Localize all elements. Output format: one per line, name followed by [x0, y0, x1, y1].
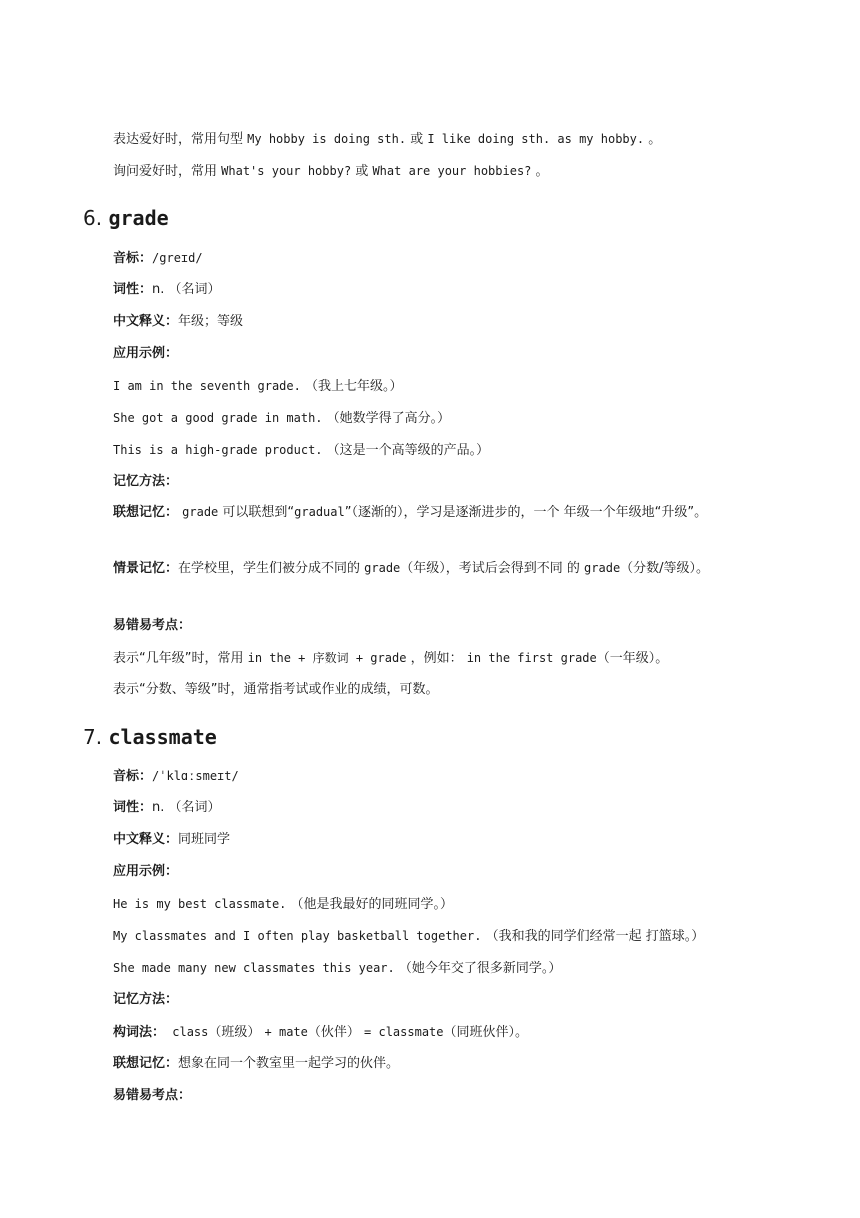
example-sentence: [113, 377, 402, 396]
text: （一年级）。: [596, 651, 669, 666]
text: 表示“分数、等级”时，通常指考试或作业的成绩，可数。: [113, 682, 439, 697]
example-en: She got a good grade in math.: [113, 411, 323, 425]
text: （班级）: [208, 1025, 265, 1040]
code-text: in the first grade: [466, 651, 597, 665]
text: 表达爱好时，常用句型: [113, 132, 248, 147]
examples-label: [113, 863, 178, 881]
example-zh: （我上七年级。）: [300, 379, 403, 394]
example-zh: （她今年交了很多新同学。）: [394, 961, 562, 976]
code-text: I like doing sth. as my hobby.: [427, 132, 645, 146]
example-en: I am in the seventh grade.: [113, 379, 301, 393]
code-text: = classmate: [364, 1025, 444, 1039]
example-sentence: [113, 959, 561, 978]
field-label: 应用示例：: [113, 864, 179, 879]
text: （年级），考试后会得到不同 的: [400, 561, 585, 576]
example-zh: （这是一个高等级的产品。）: [322, 443, 490, 458]
phonetic-row: [113, 249, 203, 268]
text: ，例如：: [406, 651, 467, 666]
error-point: [113, 681, 438, 699]
example-zh: （他是我最好的同班同学。）: [286, 897, 454, 912]
example-sentence: [113, 927, 704, 946]
example-sentence: [113, 441, 489, 460]
meaning-row: [113, 831, 230, 849]
code-text: + mate: [264, 1025, 308, 1039]
code-text: class: [165, 1025, 209, 1039]
hobby-question-line: [113, 162, 549, 181]
section-word: classmate: [108, 725, 217, 749]
code-text: What are your hobbies?: [372, 164, 532, 178]
meaning-value: 年级；等级: [178, 314, 244, 329]
section-word: grade: [108, 206, 169, 230]
example-en: This is a high-grade product.: [113, 443, 323, 457]
field-label: 中文释义：: [113, 314, 179, 329]
meaning-value: 同班同学: [178, 832, 231, 847]
code-text: in the + 序数词 + grade: [247, 651, 407, 665]
field-label: 词性：: [113, 282, 153, 297]
code-text: gradual: [294, 505, 345, 519]
error-point: [113, 649, 668, 668]
text: 在学校里，学生们被分成不同的: [178, 561, 365, 576]
pos-row: [113, 799, 221, 817]
association-memory: [113, 1055, 399, 1073]
text: 可以联想到“: [218, 505, 295, 520]
examples-label: [113, 345, 178, 363]
section-number: 7.: [83, 725, 103, 749]
phonetic-row: [113, 767, 239, 786]
text: 。: [644, 132, 662, 147]
field-label: 音标：: [113, 251, 153, 266]
code-text: grade: [584, 561, 621, 575]
example-en: He is my best classmate.: [113, 897, 287, 911]
field-label: 联想记忆：: [113, 505, 179, 520]
pos-value: n. （名词）: [152, 282, 221, 297]
example-zh: （她数学得了高分。）: [322, 411, 451, 426]
section-heading-grade: [83, 205, 169, 231]
field-label: 词性：: [113, 800, 153, 815]
association-memory: [83, 501, 793, 524]
field-label: 记忆方法：: [113, 474, 179, 489]
field-label: 情景记忆：: [113, 561, 179, 576]
example-zh: （我和我的同学们经常一起 打篮球。）: [481, 929, 705, 944]
word-formation: [113, 1023, 528, 1042]
text: 。: [531, 164, 549, 179]
field-label: 构词法：: [113, 1025, 166, 1040]
text: （伙伴）: [307, 1025, 365, 1040]
field-label: 应用示例：: [113, 346, 179, 361]
pos-row: [113, 281, 221, 299]
example-en: My classmates and I often play basketball together.: [113, 929, 482, 943]
code-text: grade: [364, 561, 401, 575]
field-label: 易错易考点：: [113, 618, 192, 633]
errors-label: [113, 1087, 191, 1105]
text: （分数/等级）。: [620, 561, 710, 576]
text: 表示“几年级”时，常用: [113, 651, 248, 666]
section-number: 6.: [83, 206, 103, 230]
text: （同班伙伴）。: [443, 1025, 529, 1040]
text: 想象在同一个教室里一起学习的伙伴。: [178, 1056, 400, 1071]
memory-label: [113, 991, 178, 1009]
code-text: My hobby is doing sth.: [247, 132, 407, 146]
field-label: 联想记忆：: [113, 1056, 179, 1071]
meaning-row: [113, 313, 243, 331]
errors-label: [113, 617, 191, 635]
text: 或: [406, 132, 428, 147]
example-sentence: [113, 409, 450, 428]
phonetic-value: /ˈklɑːsmeɪt/: [152, 769, 239, 783]
phonetic-value: /greɪd/: [152, 251, 203, 265]
text: ”（逐渐的），学习是逐渐进步的，一个 年级一个年级地“升级”。: [344, 505, 708, 520]
example-en: She made many new classmates this year.: [113, 961, 395, 975]
code-text: grade: [182, 505, 219, 519]
field-label: 易错易考点：: [113, 1088, 192, 1103]
example-sentence: [113, 895, 453, 914]
field-label: 记忆方法：: [113, 992, 179, 1007]
code-text: What's your hobby?: [221, 164, 352, 178]
scenario-memory: [83, 557, 793, 580]
section-heading-classmate: [83, 724, 217, 750]
field-label: 音标：: [113, 769, 153, 784]
text: 询问爱好时，常用: [113, 164, 222, 179]
memory-label: [113, 473, 178, 491]
field-label: 中文释义：: [113, 832, 179, 847]
text: 或: [351, 164, 373, 179]
pos-value: n. （名词）: [152, 800, 221, 815]
hobby-pattern-line: [113, 130, 661, 149]
